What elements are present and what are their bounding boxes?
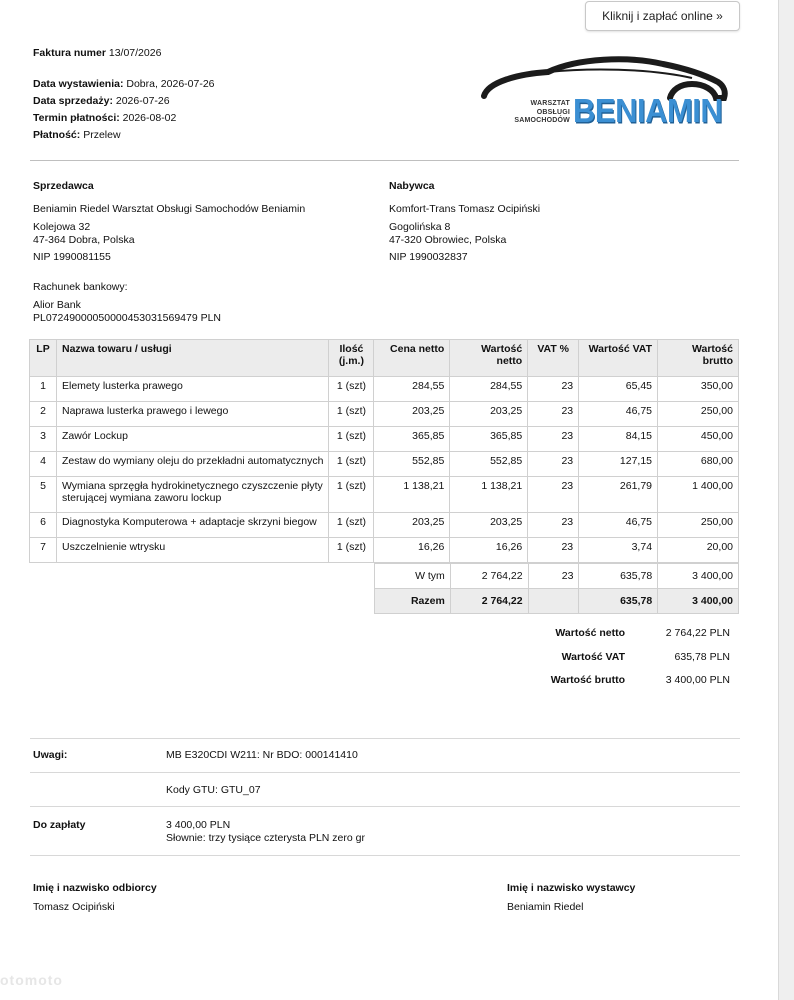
vat-summary-table: [374, 563, 739, 614]
sale-date-label: Data sprzedaży:: [33, 95, 113, 107]
bank-name: Alior Bank: [33, 299, 81, 311]
row-lp: 5: [30, 477, 57, 513]
row-gross: 680,00: [658, 452, 739, 477]
col-vat-pct-header: VAT %: [528, 340, 579, 377]
row-item-name: Uszczelnienie wtrysku: [56, 538, 328, 563]
row-gross: 250,00: [658, 513, 739, 538]
row-lp: 3: [30, 427, 57, 452]
row-net-price: 365,85: [374, 427, 450, 452]
row-gross: 450,00: [658, 427, 739, 452]
header-divider: [30, 160, 739, 161]
payment-method-value: Przelew: [83, 129, 121, 141]
subtotal-row: [375, 564, 739, 589]
to-pay-amount: 3 400,00 PLN: [166, 819, 231, 831]
row-net-price: 16,26: [374, 538, 450, 563]
logo-brand-name: BENIAMIN: [573, 92, 723, 130]
row-item-name: Diagnostyka Komputerowa + adaptacje skrzyni biegow: [56, 513, 328, 538]
row-net-price: 1 138,21: [374, 477, 450, 513]
row-qty: 1 (szt): [329, 377, 374, 402]
vat-total-value: 635,78 PLN: [674, 651, 730, 663]
col-qty-header-line1: Ilość: [339, 343, 364, 355]
row-net-value: 284,55: [450, 377, 528, 402]
row-net-value: 552,85: [450, 452, 528, 477]
table-row: [30, 538, 739, 563]
row-gross: 350,00: [658, 377, 739, 402]
table-row: [30, 377, 739, 402]
net-total-label: Wartość netto: [555, 627, 625, 639]
issue-date-label: Data wystawienia:: [33, 78, 124, 90]
table-row: [30, 427, 739, 452]
subtotal-label: W tym: [375, 564, 451, 589]
payment-method-label: Płatność:: [33, 129, 81, 141]
notes-label: Uwagi:: [33, 749, 68, 761]
row-vat-pct: 23: [528, 452, 579, 477]
bank-account-number: PL07249000050000453031569479 PLN: [33, 312, 222, 324]
seller-name: Beniamin Riedel Warsztat Obsługi Samochodów Beniamin: [33, 203, 306, 215]
subtotal-net: 2 764,22: [450, 564, 528, 589]
row-vat-pct: 23: [528, 477, 579, 513]
row-item-name: Elemety lusterka prawego: [56, 377, 328, 402]
table-row: [30, 513, 739, 538]
col-qty-header: [329, 340, 374, 377]
receiver-label: Imię i nazwisko odbiorcy: [33, 882, 157, 894]
watermark: otomoto: [0, 972, 63, 988]
seller-nip: NIP 1990081155: [33, 251, 111, 263]
row-item-name: Zestaw do wymiany oleju do przekładni automatycznych: [56, 452, 328, 477]
row-qty: 1 (szt): [329, 538, 374, 563]
row-item-name: Zawór Lockup: [56, 427, 328, 452]
row-vat-pct: 23: [528, 513, 579, 538]
col-vat-value-header: Wartość VAT: [579, 340, 658, 377]
buyer-name: Komfort-Trans Tomasz Ocipiński: [389, 203, 541, 215]
row-vat-pct: 23: [528, 538, 579, 563]
to-pay-divider: [30, 855, 740, 856]
subtotal-vat-pct: 23: [528, 564, 579, 589]
row-net-price: 284,55: [374, 377, 450, 402]
row-qty: 1 (szt): [329, 452, 374, 477]
col-name-header: Nazwa towaru / usługi: [56, 340, 328, 377]
due-date-row: [33, 112, 176, 124]
buyer-heading: Nabywca: [389, 180, 435, 192]
col-gross-header-line1: Wartość: [691, 343, 733, 355]
pay-online-button[interactable]: Kliknij i zapłać online »: [585, 1, 740, 31]
notes-divider-middle: [30, 772, 740, 773]
total-vat-pct: [528, 589, 579, 614]
seller-street: Kolejowa 32: [33, 221, 91, 233]
issue-date-value: Dobra, 2026-07-26: [126, 78, 215, 90]
buyer-street: Gogolińska 8: [389, 221, 451, 233]
col-net-value-header: Wartość netto: [450, 340, 528, 377]
row-net-value: 203,25: [450, 402, 528, 427]
row-lp: 1: [30, 377, 57, 402]
row-qty: 1 (szt): [329, 477, 374, 513]
col-gross-header: [658, 340, 739, 377]
row-gross: 250,00: [658, 402, 739, 427]
logo-tagline: [514, 100, 570, 126]
notes-divider-top: [30, 738, 740, 739]
seller-heading: Sprzedawca: [33, 180, 94, 192]
invoice-title: [33, 47, 161, 59]
sale-date-row: [33, 95, 170, 107]
gross-total-value: 3 400,00 PLN: [665, 674, 730, 686]
total-label: Razem: [375, 589, 451, 614]
row-lp: 7: [30, 538, 57, 563]
row-vat-pct: 23: [528, 377, 579, 402]
row-qty: 1 (szt): [329, 402, 374, 427]
notes-text: MB E320CDI W211: Nr BDO: 000141410: [166, 749, 358, 761]
receiver-name: Tomasz Ocipiński: [33, 901, 115, 913]
row-item-name: Naprawa lusterka prawego i lewego: [56, 402, 328, 427]
row-vat-value: 46,75: [579, 402, 658, 427]
bank-account-label: Rachunek bankowy:: [33, 281, 128, 293]
issuer-label: Imię i nazwisko wystawcy: [507, 882, 636, 894]
buyer-city: 47-320 Obrowiec, Polska: [389, 234, 507, 246]
logo-line-2: OBSŁUGI: [536, 108, 570, 116]
row-vat-value: 3,74: [579, 538, 658, 563]
payment-method-row: [33, 129, 121, 141]
seller-city: 47-364 Dobra, Polska: [33, 234, 135, 246]
page-edge: [778, 0, 794, 1000]
row-net-price: 552,85: [374, 452, 450, 477]
col-gross-header-line2: brutto: [702, 355, 733, 367]
vat-total-label: Wartość VAT: [561, 651, 625, 663]
row-net-value: 16,26: [450, 538, 528, 563]
col-lp-header: LP: [30, 340, 57, 377]
row-lp: 2: [30, 402, 57, 427]
total-net: 2 764,22: [450, 589, 528, 614]
row-qty: 1 (szt): [329, 427, 374, 452]
to-pay-label: Do zapłaty: [33, 819, 86, 831]
notes-divider-bottom: [30, 806, 740, 807]
table-header-row: [30, 340, 739, 377]
col-net-price-header: Cena netto: [374, 340, 450, 377]
total-vat-value: 635,78: [579, 589, 658, 614]
logo-line-3: SAMOCHODÓW: [514, 117, 570, 124]
invoice-number: 13/07/2026: [108, 47, 162, 59]
row-vat-value: 46,75: [579, 513, 658, 538]
issue-date-row: [33, 78, 215, 90]
row-vat-value: 65,45: [579, 377, 658, 402]
row-gross: 1 400,00: [658, 477, 739, 513]
logo-line-1: WARSZTAT: [530, 100, 570, 107]
row-net-value: 365,85: [450, 427, 528, 452]
row-vat-value: 261,79: [579, 477, 658, 513]
row-qty: 1 (szt): [329, 513, 374, 538]
row-net-price: 203,25: [374, 513, 450, 538]
invoice-number-label: Faktura numer: [33, 47, 106, 59]
due-date-value: 2026-08-02: [122, 112, 177, 124]
issuer-name: Beniamin Riedel: [507, 901, 584, 913]
row-net-value: 203,25: [450, 513, 528, 538]
row-net-price: 203,25: [374, 402, 450, 427]
table-row: [30, 452, 739, 477]
total-gross: 3 400,00: [658, 589, 739, 614]
due-date-label: Termin płatności:: [33, 112, 120, 124]
to-pay-in-words: Słownie: trzy tysiące czterysta PLN zero gr: [166, 832, 365, 844]
col-qty-header-line2: (j.m.): [338, 355, 364, 367]
table-row: [30, 477, 739, 513]
gtu-codes: Kody GTU: GTU_07: [166, 784, 261, 796]
row-vat-pct: 23: [528, 402, 579, 427]
subtotal-gross: 3 400,00: [658, 564, 739, 589]
row-lp: 4: [30, 452, 57, 477]
row-vat-pct: 23: [528, 427, 579, 452]
total-row: [375, 589, 739, 614]
table-row: [30, 402, 739, 427]
row-vat-value: 127,15: [579, 452, 658, 477]
subtotal-vat-value: 635,78: [579, 564, 658, 589]
sale-date-value: 2026-07-26: [115, 95, 170, 107]
row-item-name: Wymiana sprzęgła hydrokinetycznego czyszczenie płyty sterującej wymiana zaworu lockup: [56, 477, 328, 513]
row-vat-value: 84,15: [579, 427, 658, 452]
items-table: [29, 339, 739, 563]
gross-total-label: Wartość brutto: [550, 674, 625, 686]
row-gross: 20,00: [658, 538, 739, 563]
net-total-value: 2 764,22 PLN: [665, 627, 730, 639]
row-lp: 6: [30, 513, 57, 538]
buyer-nip: NIP 1990032837: [389, 251, 468, 263]
row-net-value: 1 138,21: [450, 477, 528, 513]
